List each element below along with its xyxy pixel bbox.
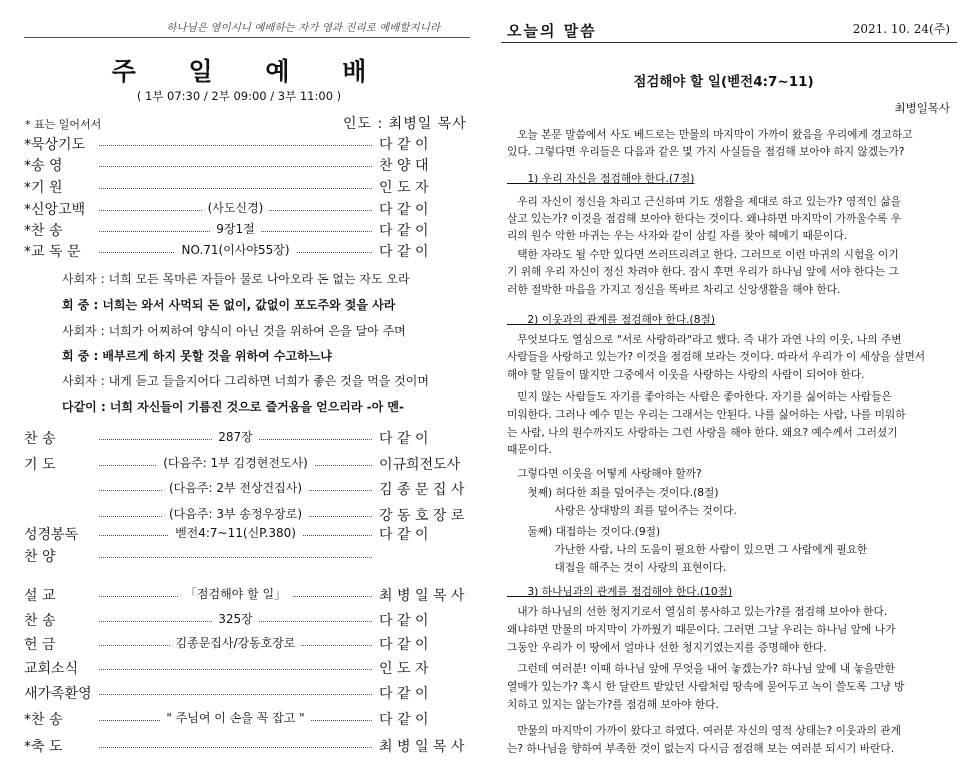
header-divider — [501, 42, 957, 43]
sermon-line: 첫째) 허다한 죄를 덮어주는 것이다.(8절) — [507, 486, 719, 499]
order-detail-wrap — [99, 505, 372, 522]
order-detail: 287장 — [212, 430, 259, 444]
order-label: 교회소식 — [24, 661, 79, 677]
order-person: 김 종 문 집 사 — [379, 482, 465, 498]
order-person: 인 도 자 — [379, 661, 429, 677]
order-row — [24, 479, 472, 501]
order-person: 다 같 이 — [379, 223, 429, 239]
sermon-line: 러한 절박한 마음을 가지고 정신을 똑바르 차리고 신앙생활을 해야 한다. — [507, 283, 841, 296]
order-label: *신앙고백 — [24, 202, 86, 218]
order-detail-wrap — [99, 524, 372, 541]
order-row — [24, 585, 472, 607]
sermon-line: 사람들을 사랑하고 있는가? 이것을 점검해 보라는 것이다. 따라서 우리가 이 세상을 살면서 — [507, 350, 926, 363]
speaker: 사회자 : — [62, 324, 105, 338]
order-row — [24, 220, 472, 242]
speaker: 회 중 : — [62, 298, 99, 312]
order-label: 기 도 — [24, 457, 56, 473]
sermon-line: 사랑은 상대방의 죄를 덮어주는 것이다. — [507, 504, 737, 517]
order-label: *찬 송 — [24, 223, 63, 239]
order-person: 인 도 자 — [379, 180, 429, 196]
reading-text: 너희는 와서 사먹되 돈 없이, 값없이 포도주와 젖을 사라 — [102, 298, 396, 312]
order-person: 다 같 이 — [379, 244, 429, 260]
order-detail-wrap — [99, 585, 372, 602]
sermon-line: 열매가 있는가? 혹시 한 달란트 받았던 사람처럼 땅속에 묻어두고 녹이 쓸도록 그냥 방 — [507, 680, 905, 693]
point-heading: 3) 하나님과의 관계를 점검해야 한다.(10절) — [507, 585, 733, 598]
sermon-line: 대접을 해주는 것이 사랑의 표현이다. — [507, 561, 727, 574]
motto: 하나님은 영이시니 예배하는 자가 영과 진리로 예배할지니라 — [166, 22, 440, 34]
section-header: 오늘의 말씀 — [507, 22, 597, 40]
order-row — [24, 524, 472, 546]
responsive-line — [62, 296, 395, 313]
sermon-line: 믿지 않는 사람들도 자기를 좋아하는 사람은 좋아한다. 자기를 싫어하는 사람들은 — [507, 390, 892, 403]
order-person: 찬 양 대 — [379, 158, 429, 174]
point-heading: 1) 우리 자신을 점검해야 한다.(7절) — [507, 172, 695, 185]
leader-dots — [99, 145, 372, 146]
order-label: 찬 송 — [24, 431, 56, 447]
order-detail-wrap — [99, 479, 372, 496]
leader-dots — [99, 747, 372, 748]
reading-text: 너희 자신들이 기름진 것으로 즐거움을 얻으리라 -아 멘- — [109, 400, 404, 414]
sermon-line: 그런데 여러분! 이때 하나님 앞에 무엇을 내어 놓겠는가? 하나님 앞에 내 놓을만한 — [507, 662, 895, 675]
order-label: 찬 송 — [24, 613, 56, 629]
order-label: *송 영 — [24, 158, 63, 174]
leader-dots — [99, 557, 372, 558]
order-detail: (다음주: 3부 송정우장로) — [163, 507, 308, 521]
order-row — [24, 546, 472, 568]
order-person: 강 동 호 장 로 — [379, 508, 465, 524]
sermon-line: 리의 원수 악한 마귀는 우는 사자와 같이 삼킬 자를 찾아 헤메기 때문이다. — [507, 229, 848, 242]
order-detail-wrap — [99, 241, 372, 258]
order-detail-wrap — [99, 199, 372, 216]
order-detail: (다음주: 2부 전상건집사) — [163, 481, 308, 495]
order-row — [24, 736, 472, 758]
order-detail: NO.71(이사야55장) — [175, 243, 295, 257]
order-person: 최 병 일 목 사 — [379, 739, 465, 755]
sermon-line: 는 사람, 나의 원수까지도 사랑하는 그런 사랑을 해야 한다. 왜요? 예수께서 그러셨기 — [507, 426, 898, 439]
sermon-line: 무엇보다도 열심으로 "서로 사랑하라"라고 했다. 즉 내가 과연 나의 이웃, 나의 주변 — [507, 333, 902, 346]
order-person: 다 같 이 — [379, 202, 429, 218]
order-person: 다 같 이 — [379, 613, 429, 629]
order-detail: 벧전4:7~11(신P.380) — [169, 526, 302, 540]
responsive-line — [62, 398, 404, 415]
order-person: 다 같 이 — [379, 712, 429, 728]
responsive-line — [62, 322, 406, 339]
order-label: 새가족환영 — [24, 686, 92, 702]
responsive-line — [62, 347, 332, 364]
sermon-author: 최병일목사 — [894, 101, 950, 115]
sermon-line: 있다. 그렇다면 우리들은 다음과 같은 몇 가지 사실들을 점검해 보아야 하지 않겠는가? — [507, 145, 905, 158]
order-detail: 325장 — [212, 612, 259, 626]
sermon-line: 그렇다면 이웃을 어떻게 사랑해야 할까? — [507, 467, 702, 480]
sermon-line: 미워한다. 그러나 예수 믿는 우리는 그래서는 안된다. 나를 싫어하는 사람, 나를 미워하 — [507, 408, 906, 421]
service-times: ( 1부 07:30 / 2부 09:00 / 3부 11:00 ) — [136, 89, 342, 103]
order-detail: (다음주: 1부 김경현전도사) — [157, 456, 314, 470]
order-person: 다 같 이 — [379, 686, 429, 702]
todays-word-page — [487, 0, 960, 781]
order-detail-wrap — [99, 454, 372, 471]
sermon-line: 해야 할 일들이 많지만 그중에서 이웃을 사랑하는 사랑의 사람이 되어야 한다. — [507, 368, 865, 381]
sermon-line: 는? 하나님을 향하여 부족한 것이 없는지 다시금 점검해 보는 여러분 되시기 바란다. — [507, 742, 895, 755]
responsive-line — [62, 372, 429, 389]
order-label: *묵상기도 — [24, 137, 86, 153]
order-detail-wrap — [99, 709, 372, 726]
page-title: 주 일 예 배 — [111, 57, 389, 86]
order-detail-wrap — [99, 428, 372, 445]
order-row — [24, 241, 472, 263]
sermon-line: 왜냐하면 만물의 마지막이 가까웠기 때문이다. 그러면 그날 우리는 하나님 앞에 나가 — [507, 623, 896, 636]
speaker: 다같이 : — [62, 400, 106, 414]
order-row — [24, 454, 472, 476]
order-row — [24, 428, 472, 450]
sermon-line: 기 위해 우리 자신이 정신 차려야 한다. 잠시 후면 우리가 하나님 앞에 서야 한다는 그 — [507, 265, 899, 278]
speaker: 사회자 : — [62, 374, 105, 388]
order-person: 다 같 이 — [379, 637, 429, 653]
order-detail-wrap — [99, 634, 372, 651]
order-label: 설 교 — [24, 588, 56, 604]
order-person: 이규희전도사 — [379, 457, 461, 473]
leader-dots — [99, 188, 372, 189]
speaker: 사회자 : — [62, 272, 105, 286]
order-row — [24, 155, 472, 177]
reading-text: 배부르게 하지 못할 것을 위하여 수고하느냐 — [102, 349, 332, 363]
sermon-line: 살고 있는가? 이것을 점검해 보아야 한다는 것이다. 왜냐하면 마지막이 가까울수록 우 — [507, 212, 902, 225]
order-detail: 9장1절 — [210, 222, 260, 236]
order-detail-wrap — [99, 220, 372, 237]
reading-text: 내게 듣고 들을지어다 그리하면 너희가 좋은 것을 먹을 것이며 — [108, 374, 429, 388]
order-person: 다 같 이 — [379, 137, 429, 153]
reading-text: 너희가 어찌하여 양식이 아닌 것을 위하여 은을 달아 주며 — [108, 324, 406, 338]
order-detail: " 주님여 이 손을 꼭 잡고 " — [160, 711, 310, 725]
order-person: 다 같 이 — [379, 431, 429, 447]
order-detail: (사도신경) — [202, 201, 270, 215]
sermon-line: 가난한 사람, 나의 도움이 필요한 사람이 있으면 그 사람에게 필요한 — [507, 543, 868, 556]
reading-text: 너희 모든 목마른 자들아 물로 나아오라 돈 없는 자도 오라 — [108, 272, 410, 286]
sermon-line: 둘째) 대접하는 것이다.(9절) — [507, 525, 661, 538]
order-row — [24, 683, 472, 705]
responsive-line — [62, 270, 410, 287]
speaker: 회 중 : — [62, 349, 99, 363]
order-person: 최 병 일 목 사 — [379, 588, 465, 604]
order-label: *기 원 — [24, 180, 63, 196]
sermon-line: 때문이다. — [507, 443, 552, 456]
order-person: 다 같 이 — [379, 527, 429, 543]
order-label: *교 독 문 — [24, 244, 81, 260]
point-heading: 2) 이웃과의 관계를 점검해야 한다.(8절) — [507, 313, 716, 326]
sermon-title: 점검해야 할 일(벧전4:7~11) — [633, 74, 814, 90]
order-detail: 김종문집사/강동호장로 — [170, 636, 302, 650]
order-row — [24, 199, 472, 221]
bulletin-order-page — [0, 0, 478, 781]
order-row — [24, 709, 472, 731]
sermon-line: 만물의 마지막이 가까이 왔다고 하였다. 여러분 자신의 영적 상태는? 이웃과의 관계 — [507, 724, 901, 737]
order-label: *축 도 — [24, 739, 63, 755]
order-detail: 「점검해야 할 일」 — [179, 587, 292, 601]
leader: 인도 : 최병일 목사 — [343, 116, 467, 132]
date: 2021. 10. 24(주) — [852, 22, 950, 36]
order-label: 성경봉독 — [24, 527, 79, 543]
order-row — [24, 610, 472, 632]
sermon-line: 치하고 있지는 않는가?를 점검해 보아야 한다. — [507, 698, 719, 711]
order-label: 찬 양 — [24, 549, 56, 565]
order-row — [24, 634, 472, 656]
leader-dots — [99, 166, 372, 167]
standing-note: * 표는 일어서서 — [25, 118, 102, 131]
order-row — [24, 177, 472, 199]
order-row — [24, 134, 472, 156]
order-row — [24, 658, 472, 680]
sermon-line: 택한 자라도 될 수만 있다면 쓰러뜨리려고 한다. 그러므로 이런 마귀의 시험을 이기 — [507, 248, 899, 261]
order-detail-wrap — [99, 610, 372, 627]
motto-divider — [24, 37, 470, 38]
sermon-line: 내가 하나님의 선한 청지기로서 열심히 봉사하고 있는가?를 점검해 보아야 한다. — [507, 605, 888, 618]
sermon-line: 우리 자신이 정신을 차리고 근신하며 기도 생활을 제대로 하고 있는가? 영적인 삶을 — [507, 195, 901, 208]
order-label: 헌 금 — [24, 637, 56, 653]
sermon-line: 오늘 본문 말씀에서 사도 베드로는 만물의 마지막이 가까이 왔음을 우리에게 경고하고 — [507, 128, 913, 141]
leader-dots — [99, 669, 372, 670]
order-label: *찬 송 — [24, 712, 63, 728]
leader-dots — [99, 694, 372, 695]
sermon-line: 그동안 우리가 이 땅에서 얼마나 선한 청지기였는지를 증명해야 한다. — [507, 641, 827, 654]
